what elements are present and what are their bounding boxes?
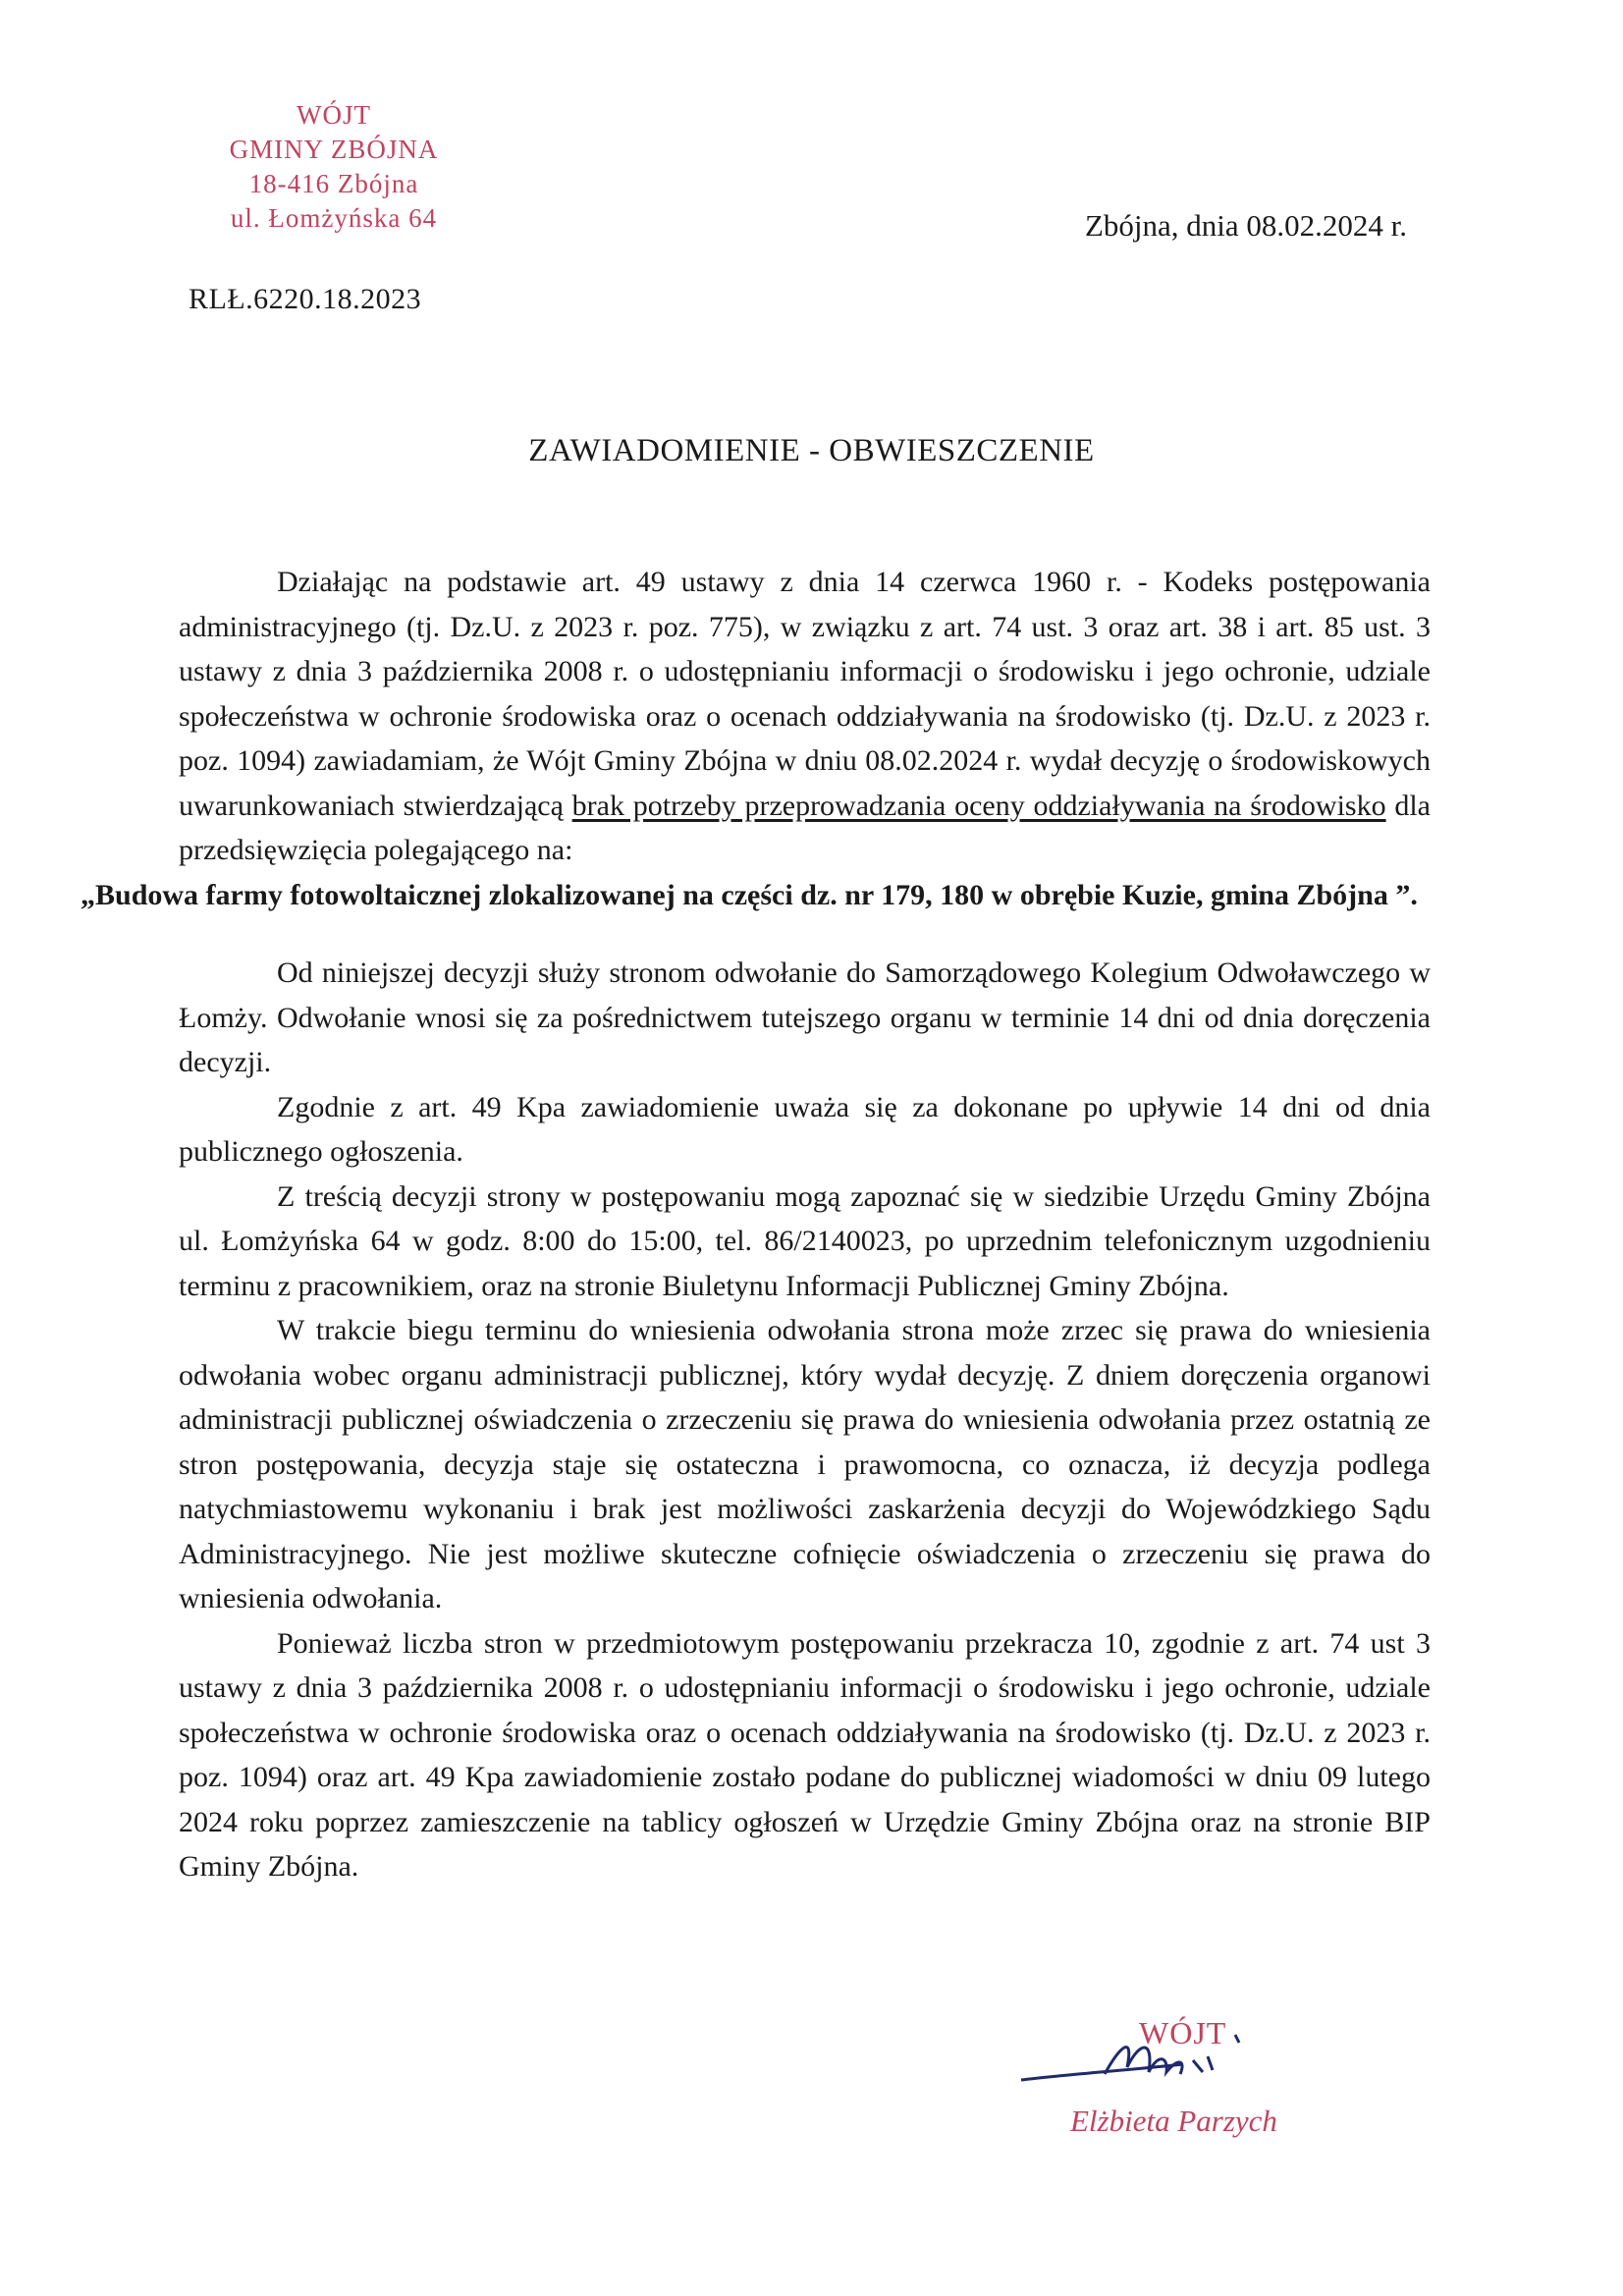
signature-title: WÓJT: [1139, 2015, 1227, 2050]
signature-block: [1011, 1994, 1335, 2160]
paragraph-access: Z treścią decyzji strony w postępowaniu mogą zapoznać się w siedzibie Urzędu Gminy Zbójna ul. Łomżyńska 64 w godz. 8:00 do 15:00, tel. 86/2140023, po uprzednim telefonicznym uzgodnieniu terminu z pracownikiem, oraz na stronie Biuletynu Informacji Publicznej Gminy Zbójna.: [179, 1179, 1431, 1302]
stamp-line: 18-416 Zbójna: [248, 169, 419, 198]
paragraph-notice: Zgodnie z art. 49 Kpa zawiadomienie uważa się za dokonane po upływie 14 dni od dnia publicznego ogłoszenia.: [179, 1090, 1431, 1168]
paragraph-waiver: W trakcie biegu terminu do wniesienia odwołania strona może zrzec się prawa do wniesienia odwołania wobec organu administracji publicznej, który wydał decyzję. Z dniem doręczenia organowi administracji publicznej oświadczenia o zrzeczeniu się prawa do wniesienia odwołania przez ostatnią ze stron postępowania, decyzja staje się ostateczna i prawomocna, co oznacza, iż decyzja podlega natychmiastowemu wykonaniu i brak jest możliwości zaskarżenia decyzji do Wojewódzkiego Sądu Administracyjnego. Nie jest możliwe skuteczne cofnięcie oświadczenia o zrzeczeniu się prawa do wniesienia odwołania.: [179, 1314, 1431, 1614]
office-stamp: [196, 98, 471, 236]
document-date: Zbójna, dnia 08.02.2024 r.: [1085, 208, 1408, 243]
paragraph-publication: Ponieważ liczba stron w przedmiotowym postępowaniu przekracza 10, zgodnie z art. 74 ust 3 ustawy z dnia 3 października 2008 r. o udostępnianiu informacji o środowisku i jego ochronie, udziale społeczeństwa w ochronie środowiska oraz o ocenach oddziaływania na środowisko (tj. Dz.U. z 2023 r. poz. 1094) oraz art. 49 Kpa zawiadomienie zostało podane do publicznej wiadomości w dniu 09 lutego 2024 roku poprzez zamieszczenie na tablicy ogłoszeń w Urzędzie Gminy Zbójna oraz na stronie BIP Gminy Zbójna.: [179, 1626, 1431, 1883]
paragraph-text: dla przedsięwzięcia polegającego na:: [179, 789, 1431, 866]
paragraph-text: Działając na podstawie art. 49 ustawy z dnia 14 czerwca 1960 r. - Kodeks postępowania administracyjnego (tj. Dz.U. z 2023 r. poz. 775), w związku z art. 74 ust. 3 oraz art. 38 i art. 85 ust. 3 ustawy z dnia 3 października 2008 r. o udostępnianiu informacji o środowisku i jego ochronie, udziale społeczeństwa w ochronie środowiska oraz o ocenach oddziaływania na środowisko (tj. Dz.U. z 2023 r. poz. 1094) zawiadamiam, że Wójt Gminy Zbójna w dniu 08.02.2024 r. wydał decyzję o środowiskowych uwarunkowaniach stwierdzającą: [179, 566, 1431, 822]
paragraph-decision: [81, 560, 1431, 917]
document-title: ZAWIADOMIENIE - OBWIESZCZENIE: [528, 433, 1095, 468]
stamp-line: WÓJT: [297, 100, 371, 130]
project-name: „Budowa farmy fotowoltaicznej zlokalizowanej na części dz. nr 179, 180 w obrębie Kuzie, gmina Zbójna ”.: [81, 878, 1418, 911]
reference-number: RLŁ.6220.18.2023: [189, 283, 422, 315]
stamp-line: ul. Łomżyńska 64: [230, 203, 438, 233]
signature-name: Elżbieta Parzych: [1070, 2104, 1277, 2138]
document-body: [81, 560, 1431, 1889]
stamp-line: GMINY ZBÓJNA: [229, 135, 439, 164]
underlined-phrase: brak potrzeby przeprowadzania oceny oddziaływania na środowisko: [571, 789, 1386, 822]
paragraph-appeal: Od niniejszej decyzji służy stronom odwołanie do Samorządowego Kolegium Odwoławczego w Łomży. Odwołanie wnosi się za pośrednictwem tutejszego organu w terminie 14 dni od dnia doręczenia decyzji.: [179, 957, 1431, 1078]
